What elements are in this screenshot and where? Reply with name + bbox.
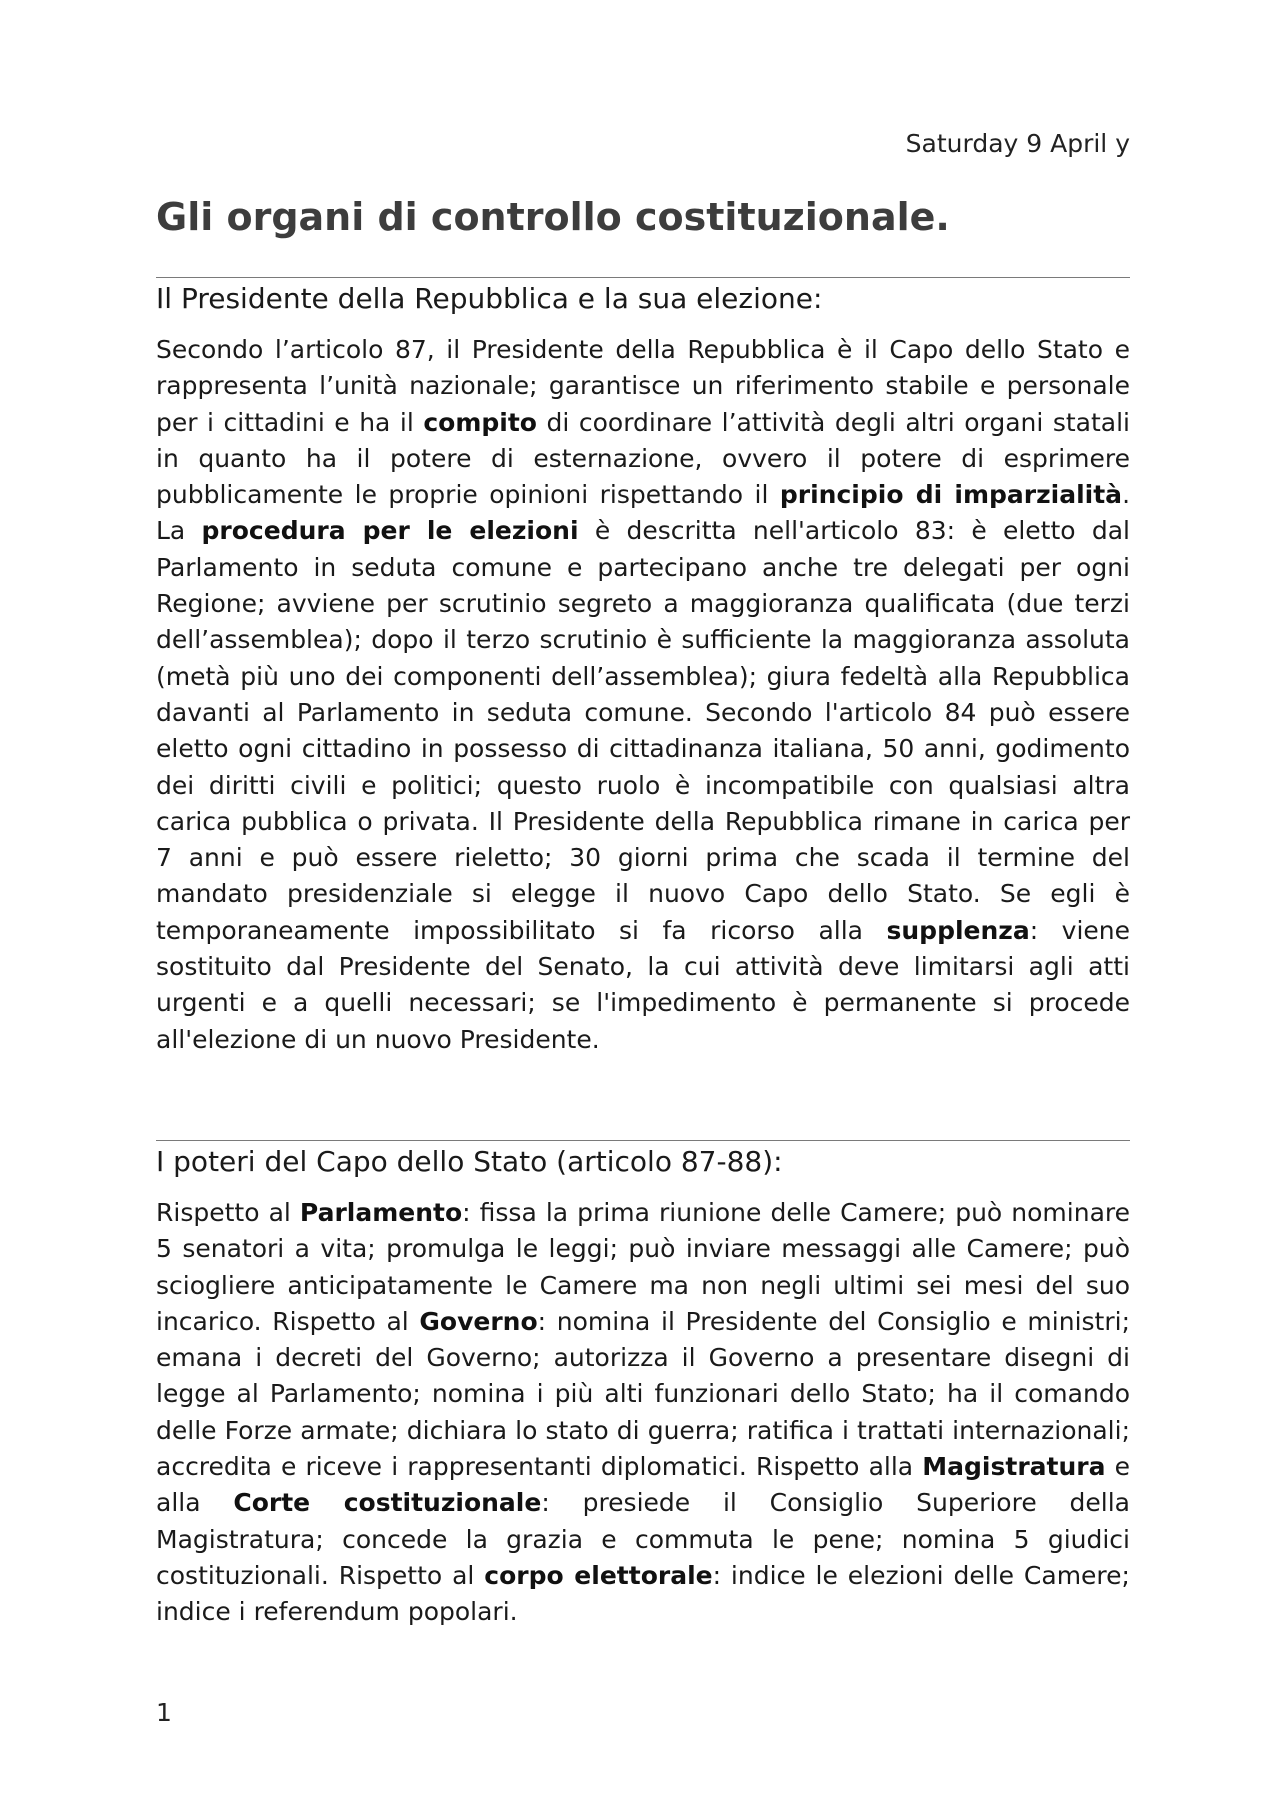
text-run: : nomina il Presidente del Consiglio e ministri; emana i decreti del Governo; autorizza il Governo a presentare disegni di legge al Parlamento; nomina i più alti funzionari dello Stato; ha il comando delle Forze armate; dichiara lo stato di guerra; ratifica i trattati internazionali; accredita e riceve i rappresentanti diplomatici. Rispetto alla bbox=[156, 1306, 1130, 1482]
bold-term: principio di imparzialità bbox=[779, 480, 1123, 510]
bold-term: Magistratura bbox=[922, 1452, 1106, 1482]
section-heading: Il Presidente della Repubblica e la sua elezione: bbox=[156, 282, 823, 315]
text-run: di coordinare l’attività degli altri organi statali in quanto ha il potere di esternazione, ovvero il potere di esprimere pubblicamente le proprie opinioni rispettando il bbox=[156, 407, 1130, 510]
section-paragraph bbox=[156, 1195, 1130, 1631]
section-president-election bbox=[156, 277, 1130, 1058]
section-heading: I poteri del Capo dello Stato (articolo 87-88): bbox=[156, 1145, 783, 1178]
document-page bbox=[156, 0, 1130, 1811]
bold-term: corpo elettorale bbox=[484, 1560, 713, 1590]
section-head-of-state-powers bbox=[156, 1140, 1130, 1631]
text-run: : viene sostituito dal Presidente del Senato, la cui attività deve limitarsi agli atti urgenti e a quelli necessari; se l'impedimento è permanente si procede all'elezione di un nuovo Presidente. bbox=[156, 915, 1130, 1054]
text-run: Secondo l’articolo 87, il Presidente della Repubblica è il Capo dello Stato e rappresenta l’unità nazionale; garantisce un riferimento stabile e personale per i cittadini e ha il bbox=[156, 335, 1130, 437]
document-date: Saturday 9 April y bbox=[905, 129, 1130, 158]
page-number: 1 bbox=[156, 1698, 172, 1727]
bold-term: supplenza bbox=[886, 915, 1030, 945]
text-run: . La bbox=[156, 480, 1131, 546]
text-run: : indice le elezioni delle Camere; indice i referendum popolari. bbox=[156, 1560, 1130, 1627]
text-run: : fissa la prima riunione delle Camere; può nominare 5 senatori a vita; promulga le leggi; può inviare messaggi alle Camere; può sciogliere anticipatamente le Camere ma non negli ultimi sei mesi del suo incarico. Rispetto al bbox=[156, 1198, 1130, 1336]
bold-term: compito bbox=[423, 407, 537, 437]
text-run: è descritta nell'articolo 83: è eletto dal Parlamento in seduta comune e partecipano anche tre delegati per ogni Regione; avviene per scrutinio segreto a maggioranza qualificata (due terzi dell’assemblea); dopo il terzo scrutinio è sufficiente la maggioranza assoluta (metà più uno dei componenti dell’assemblea); giura fedeltà alla Repubblica davanti al Parlamento in seduta comune. Secondo l'articolo 84 può essere eletto ogni cittadino in possesso di cittadinanza italiana, 50 anni, godimento dei diritti civili e politici; questo ruolo è incompatibile con qualsiasi altra carica pubblica o privata. Il Presidente della Repubblica rimane in carica per 7 anni e può essere rieletto; 30 giorni prima che scada il termine del mandato presidenziale si elegge il nuovo Capo dello Stato. Se egli è temporaneamente impossibilitato si fa ricorso alla bbox=[156, 516, 1130, 945]
text-run: Rispetto al bbox=[156, 1198, 300, 1227]
bold-term: procedura per le elezioni bbox=[201, 516, 579, 546]
bold-term: Parlamento bbox=[299, 1198, 463, 1227]
text-run: : presiede il Consiglio Superiore della Magistratura; concede la grazia e commuta le pene; nomina 5 giudici costituzionali. Rispetto al bbox=[156, 1488, 1130, 1590]
document-title: Gli organi di controllo costituzionale. bbox=[156, 195, 950, 239]
bold-term: Corte costituzionale bbox=[233, 1488, 542, 1518]
text-run: e alla bbox=[156, 1452, 1131, 1518]
bold-term: Governo bbox=[419, 1306, 538, 1336]
section-paragraph bbox=[156, 332, 1130, 1058]
